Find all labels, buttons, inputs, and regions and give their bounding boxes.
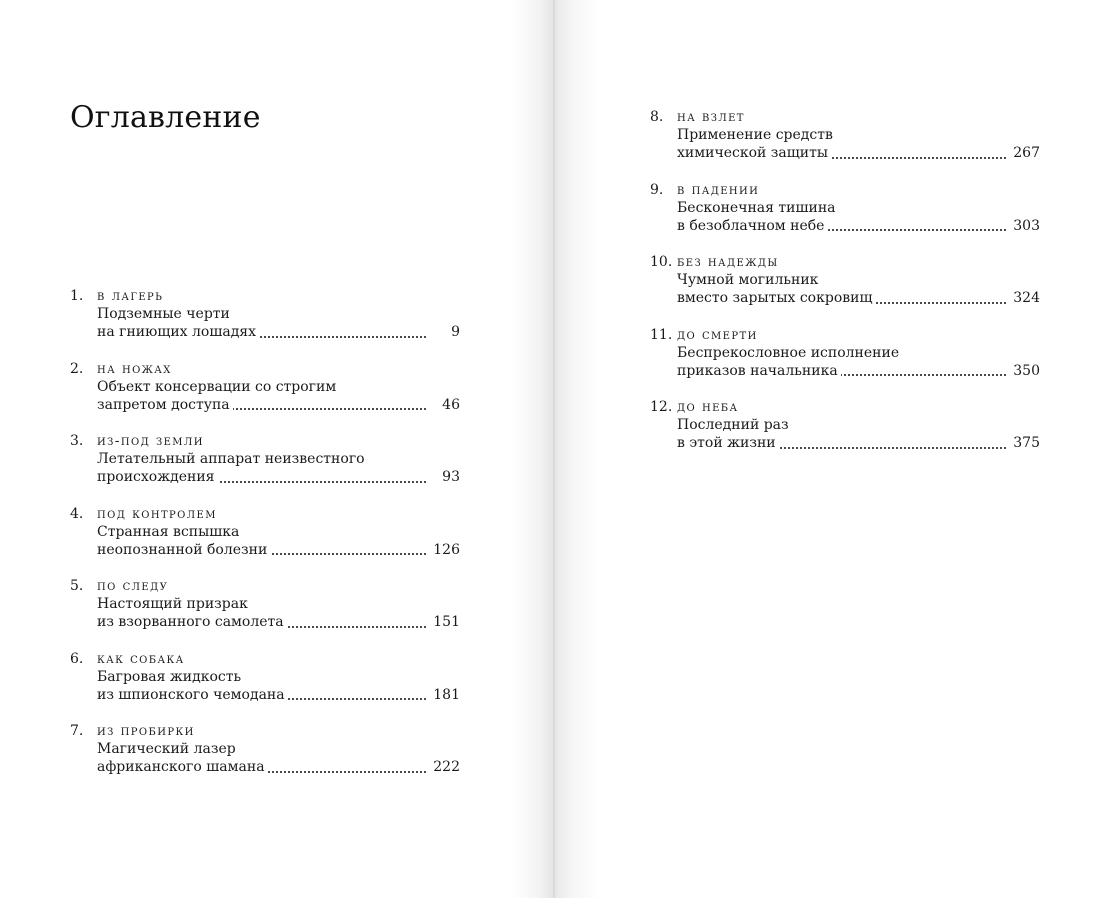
- chapter-subtitle-text: из взорванного самолета: [97, 614, 287, 630]
- chapter-subtitle-text: из шпионского чемодана: [97, 687, 288, 703]
- chapter-number: 1.: [70, 288, 84, 304]
- chapter-body: [677, 108, 1040, 163]
- chapter-subtitle-line2: [677, 144, 1040, 162]
- page-number: 9: [451, 324, 460, 341]
- chapter-number: 6.: [70, 650, 84, 667]
- chapter-subtitle-line2: [677, 434, 1040, 452]
- page-number: 267: [1013, 145, 1040, 162]
- chapter-subtitle-text: в безоблачном небе: [677, 218, 827, 234]
- chapter-number: 9.: [650, 181, 664, 198]
- chapter-subtitle-line2: [677, 217, 1040, 235]
- chapter-number: 2.: [70, 360, 84, 377]
- chapter-body: [97, 650, 460, 705]
- chapter-body: [677, 253, 1040, 308]
- chapter-subtitle-line2: [97, 758, 460, 776]
- toc-entry: [650, 326, 1040, 399]
- toc-entry: [650, 108, 1040, 181]
- chapter-body: [97, 360, 460, 415]
- chapter-subtitle-text: африканского шамана: [97, 759, 268, 775]
- chapter-subtitle-line1: Бесконечная тишина: [677, 199, 836, 216]
- chapter-subtitle-text: запретом доступа: [97, 397, 233, 413]
- page-title: Оглавление: [70, 100, 261, 135]
- toc-entry: [70, 360, 460, 433]
- chapter-number: 10.: [650, 254, 673, 270]
- chapter-subtitle-text: неопознанной болезни: [97, 542, 270, 558]
- toc-entry: [70, 722, 460, 795]
- chapter-body: [97, 722, 460, 777]
- chapter-heading: до смерти: [677, 326, 758, 343]
- chapter-number: 7.: [70, 723, 84, 739]
- toc-entry: [650, 398, 1040, 471]
- chapter-subtitle-line2: [677, 289, 1040, 307]
- chapter-heading: в лагерь: [97, 288, 164, 304]
- chapter-subtitle-text: в этой жизни: [677, 435, 779, 451]
- chapter-heading: до неба: [677, 399, 739, 415]
- chapter-body: [97, 505, 460, 560]
- toc-entry: [650, 181, 1040, 254]
- chapter-body: [677, 181, 1040, 236]
- chapter-heading: на ножах: [97, 360, 172, 377]
- chapter-subtitle-text: химической защиты: [677, 145, 831, 161]
- chapter-heading: на взлет: [677, 109, 745, 125]
- toc-entry: [70, 432, 460, 505]
- chapter-subtitle-text: вместо зарытых сокровищ: [677, 290, 875, 306]
- toc-list-left: [70, 287, 460, 795]
- page-number: 93: [442, 469, 460, 486]
- chapter-subtitle-text: происхождения: [97, 469, 218, 485]
- chapter-subtitle-line2: [97, 686, 460, 704]
- chapter-subtitle-line1: Применение средств: [677, 127, 833, 144]
- toc-entry: [650, 253, 1040, 326]
- chapter-subtitle-line2: [97, 396, 460, 414]
- chapter-subtitle-line2: [97, 323, 460, 341]
- chapter-subtitle-line2: [97, 541, 460, 559]
- chapter-subtitle-line1: Беспрекословное исполнение: [677, 344, 900, 361]
- chapter-subtitle-line1: Последний раз: [677, 417, 789, 434]
- chapter-subtitle-line1: Багровая жидкость: [97, 668, 242, 685]
- chapter-heading: по следу: [97, 578, 169, 594]
- chapter-heading: в падении: [677, 181, 760, 198]
- toc-list-right: [650, 108, 1040, 471]
- chapter-heading: без надежды: [677, 254, 779, 270]
- chapter-heading: из пробирки: [97, 723, 195, 739]
- page-number: 151: [433, 614, 460, 631]
- page-number: 126: [433, 541, 460, 558]
- chapter-heading: из-под земли: [97, 433, 204, 449]
- page-number: 324: [1013, 290, 1040, 307]
- chapter-number: 3.: [70, 433, 84, 449]
- chapter-number: 11.: [650, 326, 673, 343]
- chapter-subtitle-text: приказов начальника: [677, 363, 841, 379]
- chapter-body: [97, 287, 460, 342]
- chapter-subtitle-text: на гниющих лошадях: [97, 324, 259, 340]
- chapter-body: [97, 577, 460, 632]
- chapter-number: 12.: [650, 399, 673, 415]
- chapter-number: 4.: [70, 505, 84, 522]
- toc-entry: [70, 505, 460, 578]
- chapter-subtitle-line1: Магический лазер: [97, 741, 236, 758]
- chapter-number: 5.: [70, 578, 84, 594]
- chapter-heading: под контролем: [97, 505, 217, 522]
- book-gutter: [553, 0, 557, 898]
- chapter-body: [677, 398, 1040, 453]
- chapter-body: [677, 326, 1040, 381]
- chapter-subtitle-line1: Объект консервации со строгим: [97, 378, 337, 395]
- toc-entry: [70, 287, 460, 360]
- chapter-heading: как собака: [97, 650, 185, 667]
- chapter-subtitle-line1: Летательный аппарат неизвестного: [97, 451, 365, 468]
- page-number: 303: [1013, 217, 1040, 234]
- page-number: 46: [442, 396, 460, 413]
- page-number: 375: [1013, 435, 1040, 452]
- chapter-subtitle-line1: Подземные черти: [97, 306, 230, 323]
- chapter-subtitle-line1: Настоящий призрак: [97, 596, 248, 613]
- page-number: 181: [433, 686, 460, 703]
- page-number: 222: [433, 759, 460, 776]
- chapter-subtitle-line1: Странная вспышка: [97, 523, 240, 540]
- chapter-number: 8.: [650, 109, 664, 125]
- toc-entry: [70, 577, 460, 650]
- chapter-subtitle-line2: [97, 468, 460, 486]
- page-number: 350: [1013, 362, 1040, 379]
- chapter-body: [97, 432, 460, 487]
- chapter-subtitle-line2: [97, 613, 460, 631]
- chapter-subtitle-line1: Чумной могильник: [677, 272, 819, 289]
- toc-entry: [70, 650, 460, 723]
- chapter-subtitle-line2: [677, 362, 1040, 380]
